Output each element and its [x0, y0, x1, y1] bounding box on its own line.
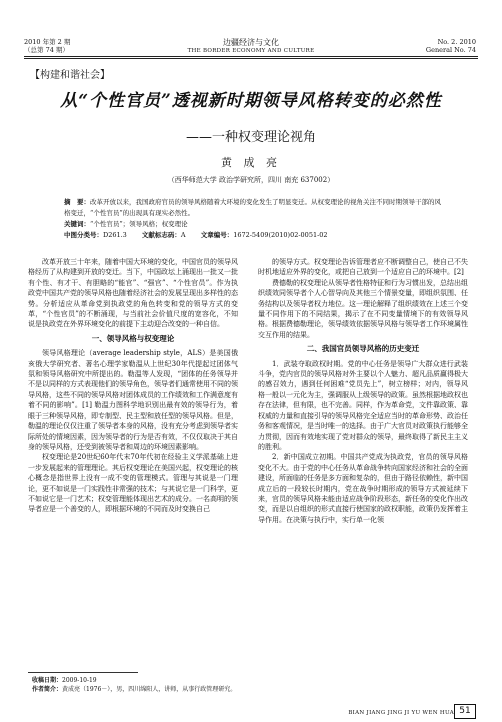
- received-date: [32, 676, 236, 685]
- author-bio-label: 作者简介：: [32, 686, 63, 693]
- article-subtitle: ——一种权变理论视角: [185, 130, 316, 145]
- doc-code-label: 文献标志码：: [141, 231, 181, 239]
- article-no-label: 文章编号：: [200, 231, 234, 239]
- paragraph: 改革开放三十年来，随着中国大环境的变化，中国官员的领导风格经历了从构建到开放的变迁。当下，中国政坛上涌现出一批又一批有个性、有才干、有胆略的“能官”、“强官”、“个性官员”。作为执政党中国共产党的领导风格也随着经济社会的发展呈现出多样性的态势。分析适应从革命党到执政党的角色转变和党的领导方式的变革，“个性官员”的不断涌现，与当前社会价值尺度的宽容化，不知说是执政党在外界环境变化的前提下主动迎合改变的一种自信。: [28, 258, 238, 329]
- doc-code-value: A: [180, 231, 186, 239]
- paragraph: 费德勒的权变理论从领导者性格特征和行为习惯出发，总结出组织绩效同领导者个人心智导向及其他三个情景变量，即组织氛围、任务结构以及领导者权力地位。这一理论解释了组织绩效在上述三个变量不同作用下的不同结果，揭示了在不同变量情境下的有效领导风格。根据费德勒理论，领导绩效依据领导风格与领导者工作环境属性交互作用的结果。: [258, 278, 468, 339]
- footnote-rule: [28, 672, 138, 673]
- classification: [64, 230, 444, 241]
- footnote: [32, 676, 236, 694]
- header-rule-thin: [24, 58, 478, 59]
- journal-name-en: THE BORDER ECONOMY AND CULTURE: [187, 48, 315, 54]
- abstract-label: 摘 要：: [64, 198, 90, 206]
- footer-journal-pinyin: BIAN JIANG JING JI YU WEN HUA: [348, 710, 454, 716]
- keywords: [64, 219, 444, 230]
- left-column: [28, 257, 238, 515]
- section-heading: 二、我国官员领导风格的历史变迁: [306, 344, 420, 354]
- article-title: 从“个性官员”透视新时期领导风格转变的必然性: [60, 91, 442, 111]
- keywords-label: 关键词：: [64, 220, 90, 228]
- header-rule: [24, 56, 478, 57]
- total-issue: （总第 74 期）: [24, 46, 69, 54]
- author-bio-value: 黄成亮（1976－），男，四川绵阳人，讲师，从事行政管理研究。: [62, 686, 237, 693]
- clc-value: D261.3: [103, 231, 127, 239]
- issue-number: 2010 年第 2 期: [24, 38, 71, 46]
- article-meta: [64, 197, 444, 241]
- section-heading: 一、领导风格与权变理论: [91, 333, 175, 343]
- paragraph: 领导风格理论（average leadership style，ALS）是美国俄亥俄大学研究者、著名心理学家勒温从上世纪30年代提起过团体气氛和领导风格研究中所提出的。勒温等人发现，“团体的任务领导并不是以同样的方式表现他们的领导角色，领导者们通常使用不同的领导风格，这些不同的领导风格对团体成员的工作绩效和工作满意度有着不同的影响”。[1] 勒温力图科学地识别出最有效的领导行为，着眼于三种领导风格，即专制型、民主型和放任型的领导风格。但是，勒温的理论仅仅注重了领导者本身的风格，没有充分考虑到领导者实际所处的情境因素，因为领导者的行为是否有效，不仅仅取决于其自身的领导风格，还受到被领导者和周边的环境因素影响。: [28, 349, 238, 451]
- general-no-en: General No. 74: [425, 46, 476, 54]
- author-bio: [32, 685, 236, 694]
- clc-label: 中图分类号：: [64, 231, 103, 239]
- paragraph: 1．武装夺取政权时期。党的中心任务是领导广大群众进行武装斗争，党内官员的领导风格对外主要以个人魅力、超凡品质赢得极大的感召效力，遇到任何困难“党员先上”，树立榜样；对内，领导风格一般以一元化为主，强调服从上级领导的政策。虽然根据地政权也存在法律，但有限，也不完善。同样，作为革命党，文件靠政策、靠权威的力量和直接引导的领导风格完全适应当时的革命形势、政治任务和客观情况，是当时唯一的选择。由于广大官员对政策执行能够全力贯彻，因而有效地实现了党对群众的领导，最终取得了新民主主义的胜利。: [258, 359, 468, 451]
- author-affiliation: （西华师范大学 政治学研究所，四川 南充 637002）: [167, 176, 335, 184]
- header-right: [426, 38, 476, 54]
- abstract-text: 改革开放以来，我国政府官员的领导风格随着大环境的变化发生了明显变迁。从权变理论的视角关注不同时期领导干部的风格变迁，“个性官员”的出现具有现实必然性。: [64, 198, 441, 217]
- received-value: 2009-10-19: [62, 677, 97, 684]
- abstract: [64, 197, 444, 219]
- page-number: 51: [454, 704, 476, 719]
- author-name: 黄 成 亮: [221, 156, 281, 169]
- received-label: 收稿日期：: [32, 677, 63, 684]
- paragraph: 2．新中国成立初期。中国共产党成为执政党，官员的领导风格变化不大。由于党的中心任务从革命战争转向国家经济和社会的全面建设，所面临的任务是多方面和复杂的，但由于路径依赖性，新中国成立后的一段较长时期内，党在战争时期形成的领导方式被延续下来，官员的领导风格未能由适应战争阶段形态，新任务的变化作出改变，而是以自组织的形式直接行使国家的政权职能，政策仍发挥着主导作用。在决策与执行中，实行单一化领: [258, 453, 468, 524]
- journal-name-cn: 边疆经济与文化: [223, 38, 279, 47]
- section-tag: 【构建和谐社会】: [30, 70, 110, 81]
- right-column: [258, 257, 468, 525]
- keywords-text: “个性官员”；领导风格；权变理论: [90, 220, 188, 228]
- paragraph: 的领导方式。权变理论告诉管理者应不断调整自己，使自己不失时机地适应外界的变化，或把自己放到一个适应自己的环境中。[2]: [258, 258, 468, 277]
- paragraph: 权变理论是20世纪60年代末70年代初在经验主义学派基础上进一步发展起来的管理理论。其后权变理论在美国兴起，权变理论的核心概念是指世界上没有一成不变的管理模式。管理与其说是一门理论，更不如说是一门实践性非常强的技术；与其说它是一门科学，更不如说它是一门艺术；权变管理能体现出艺术的成分。一名高明的领导者应是一个善变的人，即根据环境的不同而及时变换自己: [28, 453, 238, 514]
- issue-no-en: No. 2. 2010: [437, 38, 476, 46]
- article-no-value: 1672-5409(2010)02-0051-02: [233, 231, 328, 239]
